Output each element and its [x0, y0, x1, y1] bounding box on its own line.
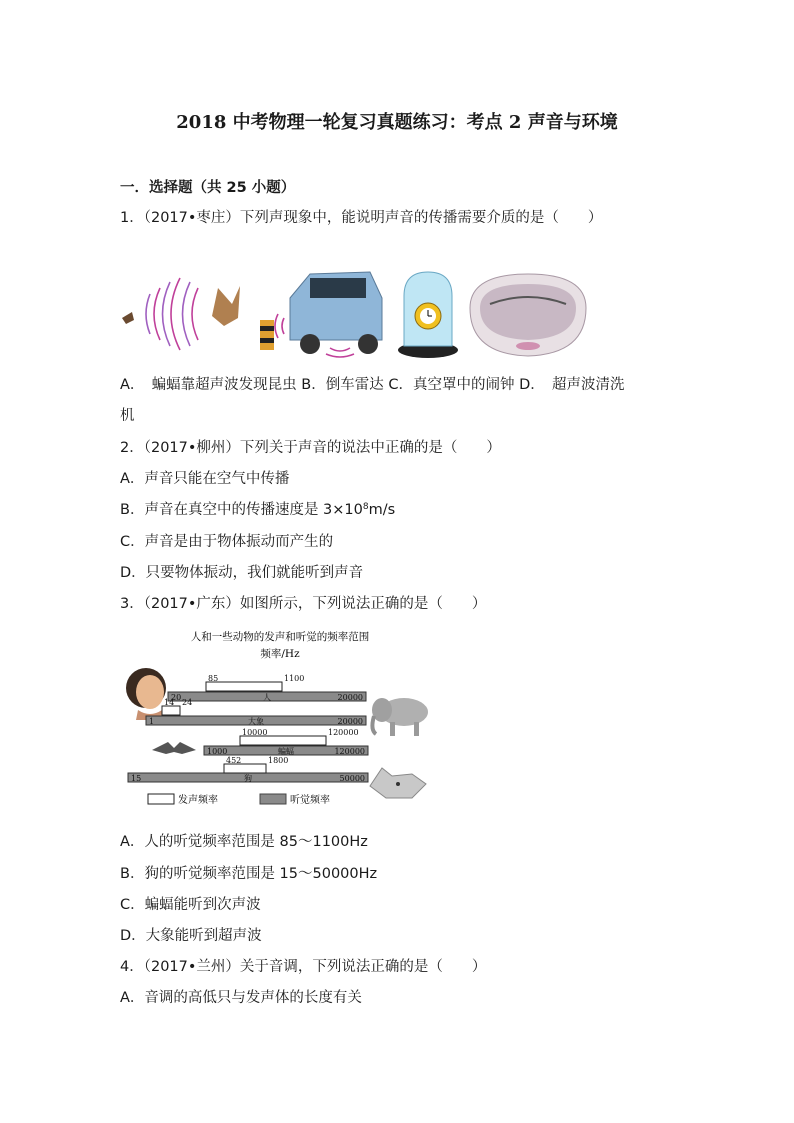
dog-image	[370, 768, 426, 798]
bat-echolocation-image	[120, 268, 245, 360]
q1-stem: 1．（2017•枣庄）下列声现象中，能说明声音的传播需要介质的是（ ）	[120, 210, 603, 226]
q1-options-wrap: 机	[120, 408, 135, 424]
q2-option-a: A．声音只能在空气中传播	[120, 471, 290, 487]
speak-end-label: 120000	[328, 728, 359, 737]
speak-end-label: 1800	[268, 756, 289, 765]
q1-options: A． 蝙蝠靠超声波发现昆虫 B．倒车雷达 C．真空罩中的闹钟 D． 超声波清洗	[120, 377, 625, 393]
chart-title: 人和一些动物的发声和听觉的频率范围	[190, 631, 370, 643]
q3-option-b: B．狗的听觉频率范围是 15～50000Hz	[120, 866, 378, 882]
ultrasonic-cleaner-image	[466, 268, 590, 360]
speak-bar	[162, 706, 180, 715]
hear-start-label: 1000	[207, 747, 228, 756]
legend-swatch-hear	[260, 794, 286, 804]
q2-option-d: D．只要物体振动，我们就能听到声音	[120, 565, 364, 581]
speak-end-label: 24	[182, 698, 193, 707]
hear-end-label: 20000	[337, 717, 363, 726]
series-name-label: 狗	[244, 774, 252, 783]
hear-end-label: 20000	[337, 693, 363, 702]
q4-option-a: A．音调的高低只与发声体的长度有关	[120, 990, 362, 1006]
legend-swatch-speak	[148, 794, 174, 804]
q3-option-d: D．大象能听到超声波	[120, 928, 262, 944]
exponent: 8	[362, 502, 369, 512]
speak-bar	[206, 682, 282, 691]
bat-image	[152, 742, 196, 754]
series-name-label: 蝙蝠	[278, 747, 294, 756]
hear-end-label: 120000	[334, 747, 365, 756]
speak-bar	[240, 736, 326, 745]
hear-start-label: 1	[149, 717, 155, 726]
speak-start-label: 85	[208, 674, 219, 683]
speak-bar	[224, 764, 266, 773]
chart-subtitle: 频率/Hz	[260, 648, 300, 660]
car-radar-image	[250, 268, 384, 360]
q4-stem: 4．（2017•兰州）关于音调，下列说法正确的是（ ）	[120, 959, 487, 975]
vacuum-bell-jar-image	[392, 268, 464, 360]
speak-start-label: 452	[226, 756, 242, 765]
series-name-label: 人	[263, 693, 271, 702]
series-name-label: 大象	[248, 717, 264, 726]
elephant-image	[372, 698, 428, 736]
legend-speak-label: 发声频率	[178, 795, 218, 806]
legend-hear-label: 听觉频率	[290, 795, 330, 806]
hear-start-label: 20	[171, 693, 182, 702]
q2-option-c: C．声音是由于物体振动而产生的	[120, 534, 334, 550]
q3-option-a: A．人的听觉频率范围是 85～1100Hz	[120, 834, 368, 850]
page-title: 2018 中考物理一轮复习真题练习：考点 2 声音与环境	[176, 112, 618, 133]
speak-start-label: 10000	[242, 728, 268, 737]
q2-option-b: B．声音在真空中的传播速度是 $3\times 10^8m/s$	[120, 502, 396, 518]
speak-start-label: 14	[164, 698, 175, 707]
speak-end-label: 1100	[284, 674, 305, 683]
hear-end-label: 50000	[339, 774, 365, 783]
q3-option-c: C．蝙蝠能听到次声波	[120, 897, 261, 913]
section-heading: 一．选择题（共 25 小题）	[120, 180, 296, 196]
person-image	[126, 668, 166, 720]
hear-start-label: 15	[131, 774, 142, 783]
q3-stem: 3．（2017•广东）如图所示，下列说法正确的是（ ）	[120, 596, 487, 612]
q2-stem: 2．（2017•柳州）下列关于声音的说法中正确的是（ ）	[120, 440, 501, 456]
frequency-range-chart	[120, 626, 434, 814]
